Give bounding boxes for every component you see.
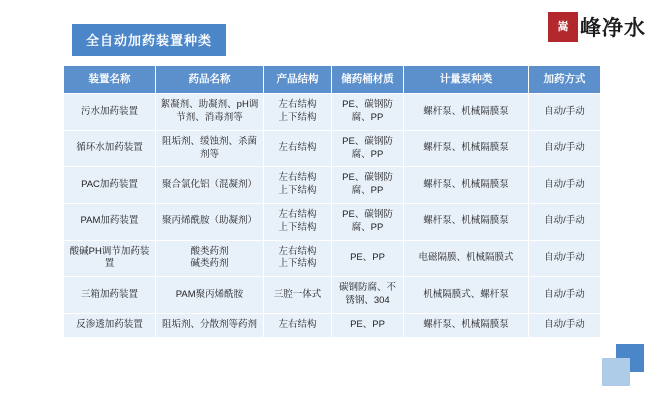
table-row [64,277,601,314]
table-header-cell: 计量泵种类 [404,66,529,94]
table-cell-name: 污水加药装置 [64,94,156,131]
company-logo [548,12,646,42]
table-cell-material: PE、碳钢防腐、PP [332,167,404,204]
table-cell-pump: 螺杆泵、机械隔膜泵 [404,204,529,241]
logo-brand-text: 峰净水 [580,16,646,40]
table-cell-pump: 螺杆泵、机械隔膜泵 [404,130,529,167]
table-cell-name: 循环水加药装置 [64,130,156,167]
table-header-cell: 储药桶材质 [332,66,404,94]
table-cell-pump: 螺杆泵、机械隔膜泵 [404,94,529,131]
table-cell-dosing: 自动/手动 [529,94,601,131]
table-cell-name: 反渗透加药装置 [64,313,156,337]
table-row [64,130,601,167]
table-cell-material: PE、PP [332,240,404,277]
table-cell-name: 三箱加药装置 [64,277,156,314]
table-row [64,94,601,131]
table-cell-structure: 左右结构 上下结构 [264,204,332,241]
table-cell-pump: 电磁隔膜、机械隔膜式 [404,240,529,277]
table-cell-pump: 机械隔膜式、螺杆泵 [404,277,529,314]
page-title: 全自动加药装置种类 [72,24,226,56]
table-cell-chemical: 聚合氯化铝（混凝剂） [156,167,264,204]
table-cell-pump: 螺杆泵、机械隔膜泵 [404,167,529,204]
table-cell-pump: 螺杆泵、机械隔膜泵 [404,313,529,337]
table-cell-chemical: 阻垢剂、缓蚀剂、杀菌剂等 [156,130,264,167]
table-cell-dosing: 自动/手动 [529,313,601,337]
table-cell-structure: 左右结构 上下结构 [264,167,332,204]
device-types-table-wrapper [63,65,600,338]
decor-square-front [602,358,630,386]
table-cell-chemical: 酸类药剂 碱类药剂 [156,240,264,277]
decorative-squares [602,344,644,386]
table-cell-name: PAM加药装置 [64,204,156,241]
device-types-table [63,65,601,338]
table-cell-structure: 左右结构 [264,313,332,337]
table-header-cell: 加药方式 [529,66,601,94]
table-header-cell: 药品名称 [156,66,264,94]
table-cell-material: PE、PP [332,313,404,337]
table-cell-material: PE、碳钢防腐、PP [332,204,404,241]
table-cell-structure: 左右结构 [264,130,332,167]
table-cell-structure: 三腔一体式 [264,277,332,314]
table-header-cell: 产品结构 [264,66,332,94]
table-row [64,313,601,337]
table-cell-chemical: PAM聚丙烯酰胺 [156,277,264,314]
table-row [64,167,601,204]
table-header-cell: 装置名称 [64,66,156,94]
table-body [64,94,601,338]
table-cell-structure: 左右结构 上下结构 [264,240,332,277]
table-cell-dosing: 自动/手动 [529,167,601,204]
table-header-row [64,66,601,94]
table-cell-chemical: 絮凝剂、助凝剂、pH调节剂、消毒剂等 [156,94,264,131]
table-cell-chemical: 阻垢剂、分散剂等药剂 [156,313,264,337]
table-cell-dosing: 自动/手动 [529,130,601,167]
table-cell-material: 碳钢防腐、不锈钢、304 [332,277,404,314]
table-row [64,204,601,241]
table-cell-chemical: 聚丙烯酰胺（助凝剂） [156,204,264,241]
table-cell-dosing: 自动/手动 [529,240,601,277]
table-cell-material: PE、碳钢防腐、PP [332,130,404,167]
logo-seal-icon: 嵩 [548,12,578,42]
table-cell-name: PAC加药装置 [64,167,156,204]
table-cell-dosing: 自动/手动 [529,204,601,241]
table-cell-material: PE、碳钢防腐、PP [332,94,404,131]
table-cell-dosing: 自动/手动 [529,277,601,314]
table-row [64,240,601,277]
table-cell-structure: 左右结构 上下结构 [264,94,332,131]
table-cell-name: 酸碱PH调节加药装置 [64,240,156,277]
